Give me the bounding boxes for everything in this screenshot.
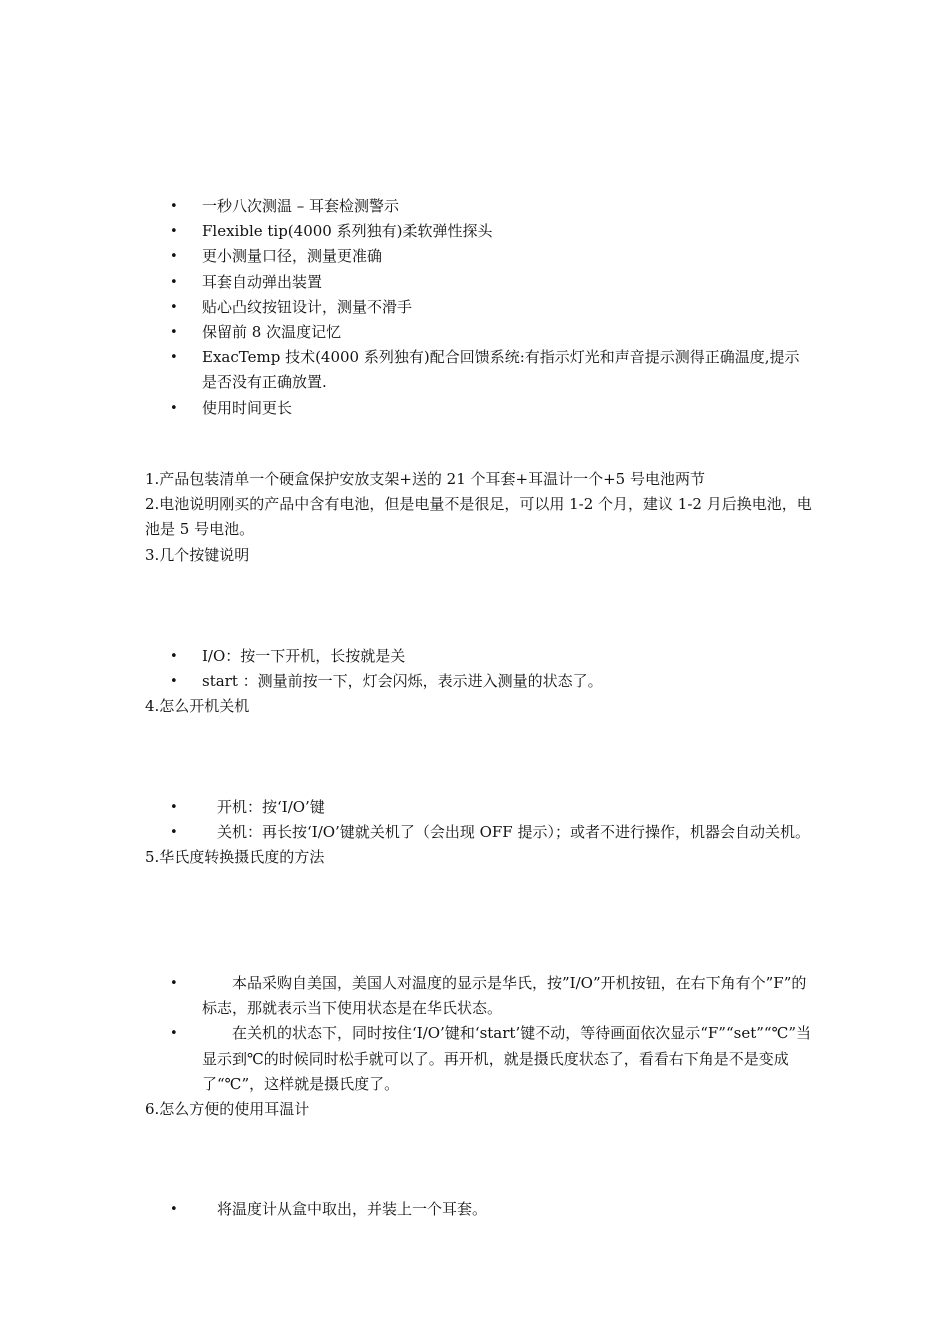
list-item: • 使用时间更长 (0, 396, 814, 421)
packing-list-paragraph: 1.产品包装清单一个硬盒保护安放支架+送的 21 个耳套+耳温计一个+5 号电池两节 (145, 470, 705, 488)
usage-list (0, 1197, 950, 1222)
power-list (0, 795, 950, 845)
list-item: • 本品采购自美国，美国人对温度的显示是华氏，按”I/O”开机按钮，在右下角有个”F”的标志，那就表示当下使用状态是在华氏状态。 (0, 971, 814, 1021)
battery-paragraph: 2.电池说明刚买的产品中含有电池，但是电量不是很足，可以用 1-2 个月，建议 1-2 月后换电池，电池是 5 号电池。 (145, 495, 812, 539)
button-list-block (0, 644, 950, 720)
button-list (0, 644, 950, 694)
power-list-block (0, 795, 950, 871)
list-item: • 将温度计从盒中取出，并装上一个耳套。 (0, 1197, 814, 1222)
section-heading-6: 6.怎么方便的使用耳温计 (145, 1100, 310, 1119)
list-item: • 在关机的状态下，同时按住‘I/O’键和‘start’键不动，等待画面依次显示“F”“set”“℃”当显示到℃的时候同时松手就可以了。再开机，就是摄氏度状态了，看看右下角是不是变成了“℃”，这样就是摄氏度了。 (0, 1021, 814, 1097)
numbered-section-1-3 (0, 467, 950, 568)
list-item: • 更小测量口径，测量更准确 (0, 244, 814, 269)
section-heading-4: 4.怎么开机关机 (145, 697, 250, 716)
list-item: • start ：测量前按一下，灯会闪烁，表示进入测量的状态了。 (0, 669, 814, 694)
list-item: • 耳套自动弹出装置 (0, 270, 814, 295)
list-item: • ExacTemp 技术(4000 系列独有)配合回馈系统:有指示灯光和声音提示测得正确温度,提示是否没有正确放置. (0, 345, 814, 395)
list-item: • 贴心凸纹按钮设计，测量不滑手 (0, 295, 814, 320)
section-heading-3: 3.几个按键说明 (145, 545, 250, 564)
list-item: • 关机：再长按‘I/O’键就关机了（会出现 OFF 提示）；或者不进行操作，机器会自动关机。 (0, 820, 814, 845)
list-item: • I/O：按一下开机，长按就是关 (0, 644, 814, 669)
convert-list (0, 971, 950, 1097)
section-heading-5: 5.华氏度转换摄氏度的方法 (145, 848, 325, 867)
list-item: • 一秒八次测温 – 耳套检测警示 (0, 194, 814, 219)
usage-list-block (0, 1197, 950, 1222)
list-item: • 保留前 8 次温度记忆 (0, 320, 814, 345)
feature-list-block (0, 194, 950, 421)
list-item: • 开机：按‘I/O’键 (0, 795, 814, 820)
convert-list-block (0, 971, 950, 1122)
list-item: • Flexible tip(4000 系列独有)柔软弹性探头 (0, 219, 814, 244)
feature-list (0, 194, 950, 421)
